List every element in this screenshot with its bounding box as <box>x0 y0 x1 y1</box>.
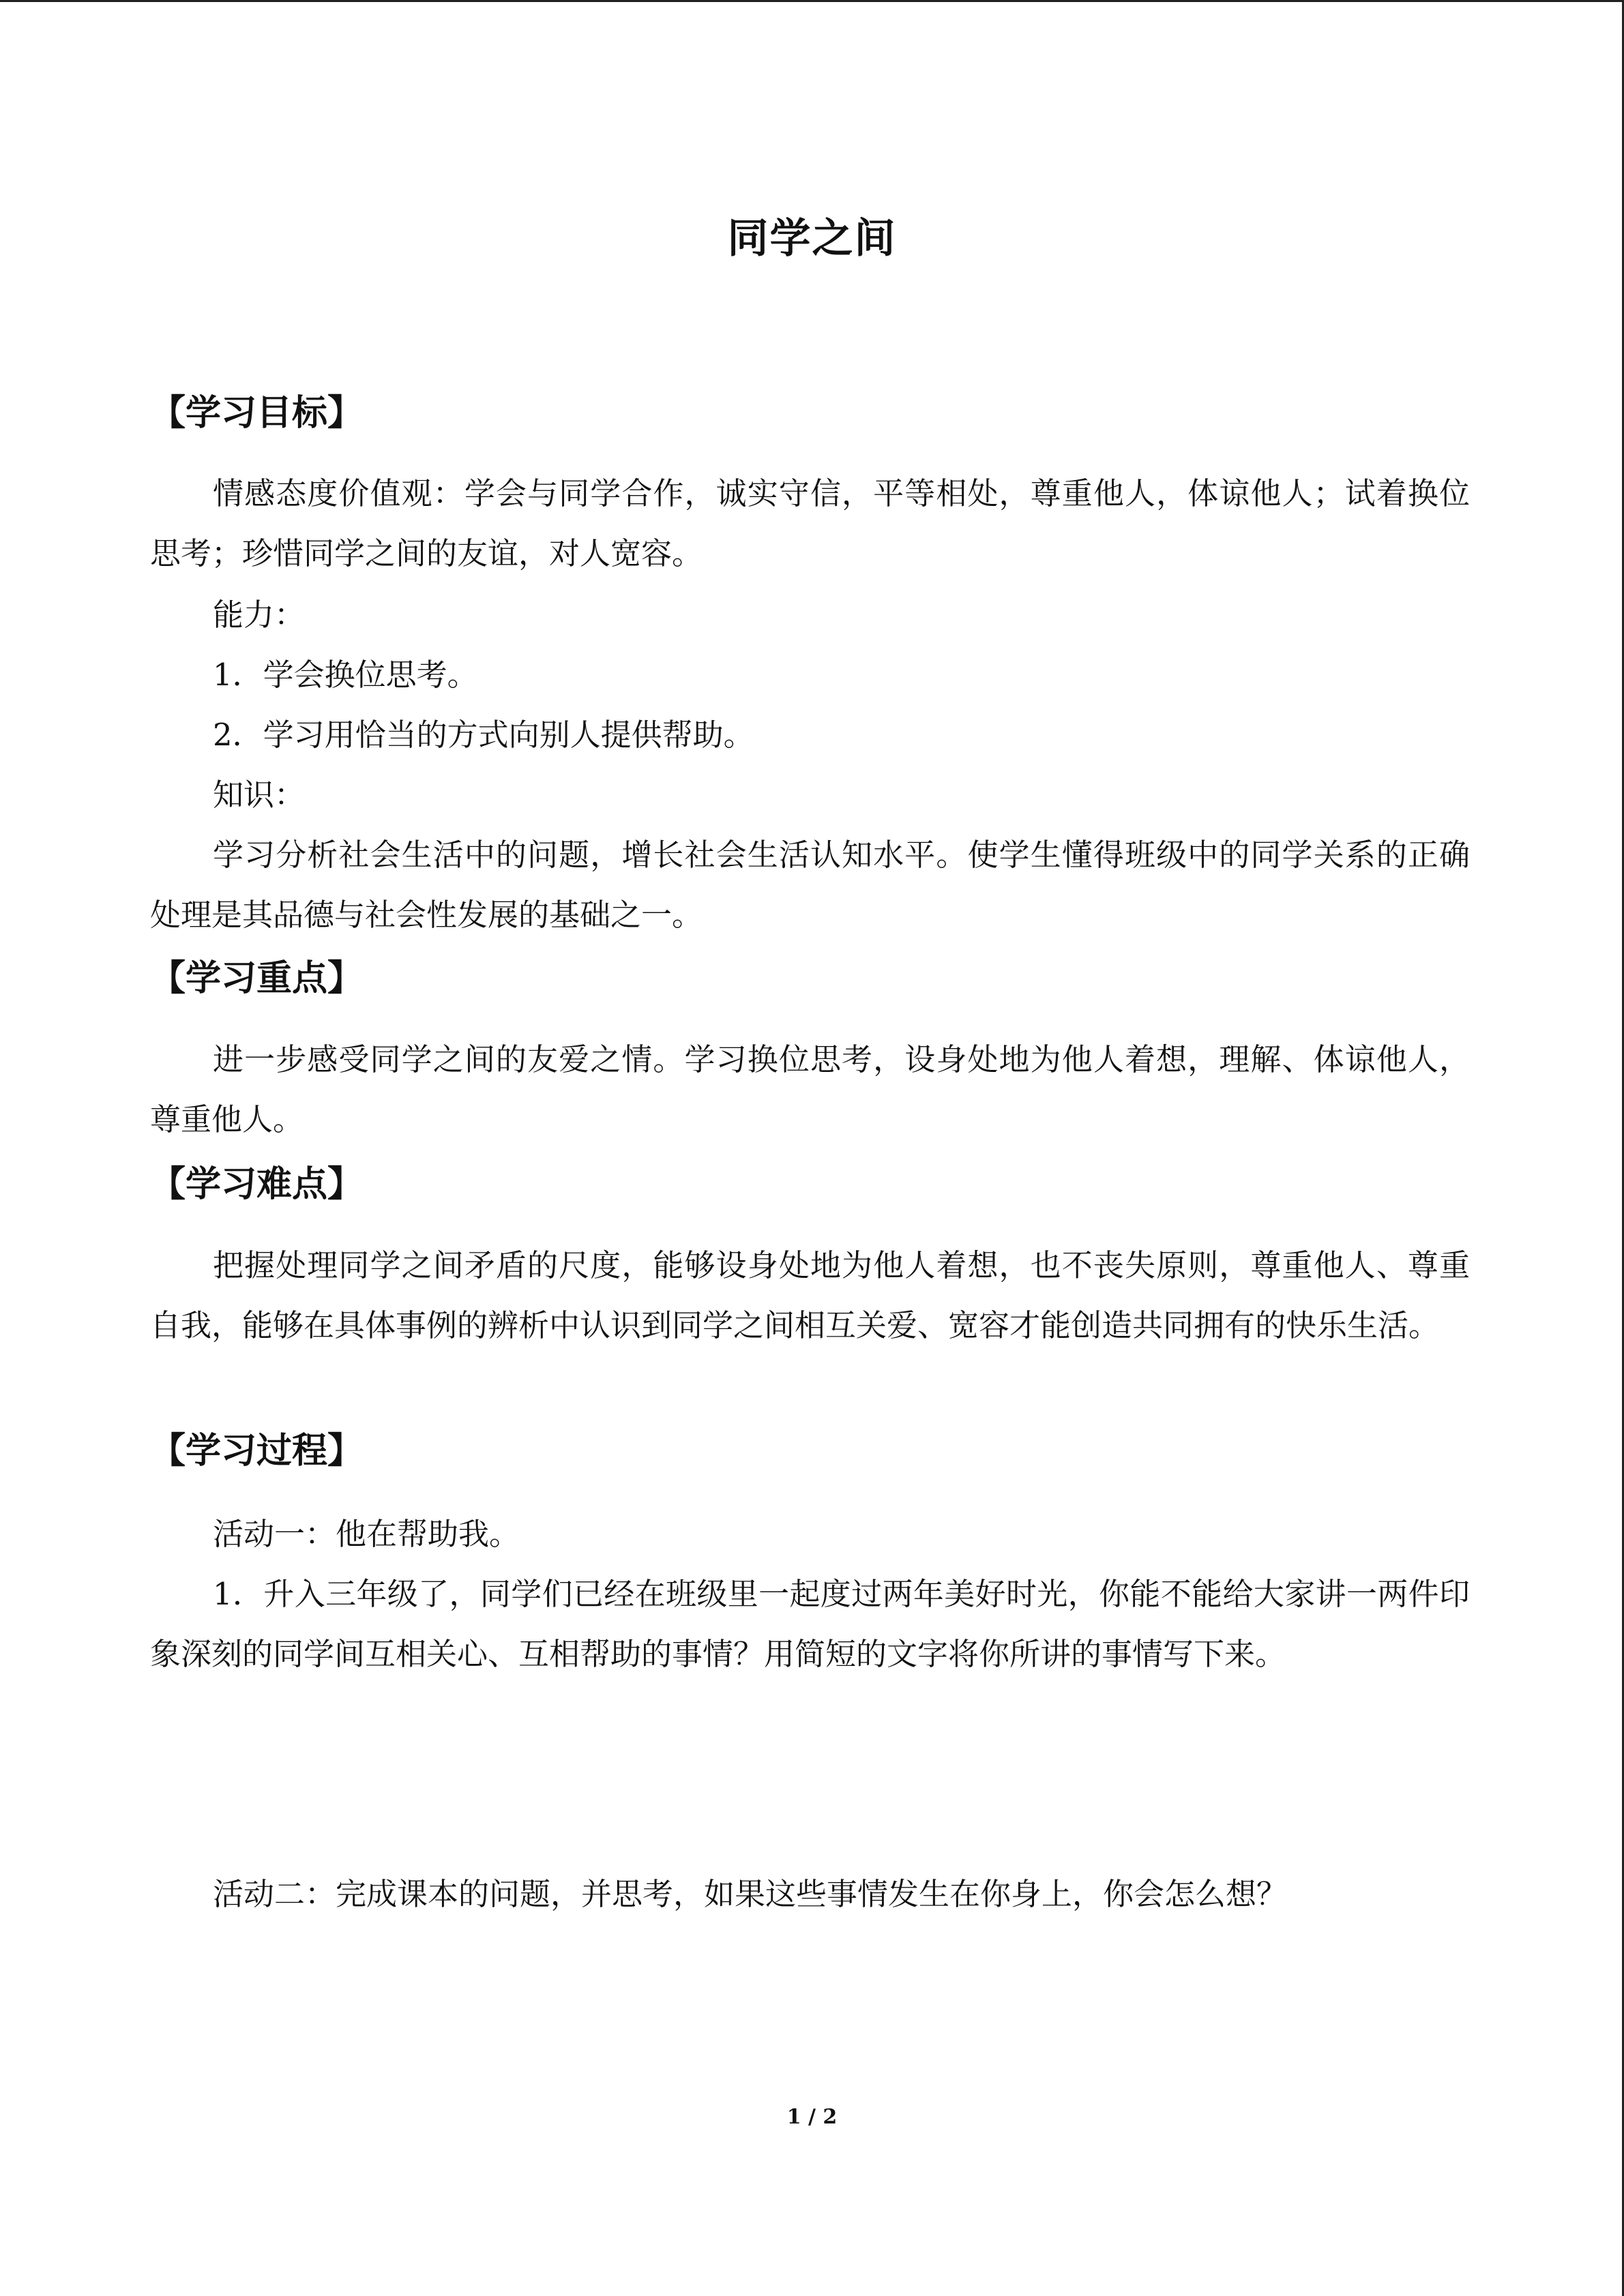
activity1-question-1: 1．升入三年级了，同学们已经在班级里一起度过两年美好时光，你能不能给大家讲一两件印象深刻的同学间互相关心、互相帮助的事情？用简短的文字将你所讲的事情写下来。 <box>150 1576 1470 1672</box>
ability-item-2: 2．学习用恰当的方式向别人提供帮助。 <box>213 717 754 753</box>
page-top-border <box>0 0 1624 2</box>
activity1-title: 活动一：他在帮助我。 <box>213 1516 520 1552</box>
page-number: 1 / 2 <box>786 2105 838 2129</box>
heading-objectives: 【学习目标】 <box>150 393 364 434</box>
ability-label: 能力： <box>213 597 306 633</box>
heading-process: 【学习过程】 <box>150 1431 364 1472</box>
knowledge-paragraph: 学习分析社会生活中的问题，增长社会生活认知水平。使学生懂得班级中的同学关系的正确处理是其品德与社会性发展的基础之一。 <box>150 837 1470 933</box>
objectives-emotion-paragraph: 情感态度价值观：学会与同学合作，诚实守信，平等相处，尊重他人，体谅他人；试着换位思考；珍惜同学之间的友谊，对人宽容。 <box>150 475 1470 571</box>
key-points-paragraph: 进一步感受同学之间的友爱之情。学习换位思考，设身处地为他人着想，理解、体谅他人，尊重他人。 <box>150 1041 1470 1137</box>
heading-difficulties: 【学习难点】 <box>150 1164 364 1205</box>
activity2-title: 活动二：完成课本的问题，并思考，如果这些事情发生在你身上，你会怎么想？ <box>213 1876 1288 1912</box>
document-title: 同学之间 <box>727 215 897 263</box>
difficulties-paragraph: 把握处理同学之间矛盾的尺度，能够设身处地为他人着想，也不丧失原则，尊重他人、尊重自我，能够在具体事例的辨析中认识到同学之间相互关爱、宽容才能创造共同拥有的快乐生活。 <box>150 1247 1470 1343</box>
heading-key-points: 【学习重点】 <box>150 958 364 999</box>
ability-item-1: 1．学会换位思考。 <box>213 657 478 693</box>
knowledge-label: 知识： <box>213 777 306 813</box>
